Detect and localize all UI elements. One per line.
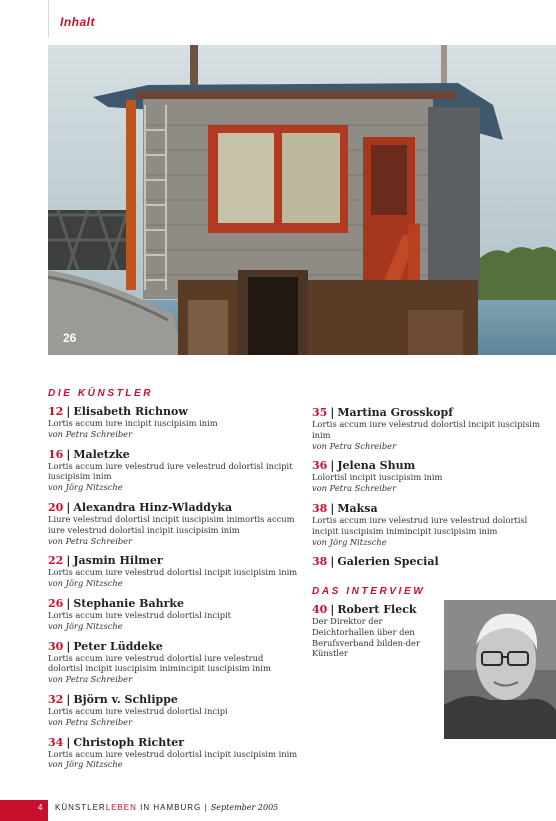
entry-author: von Jörg Nitzsche xyxy=(48,620,123,631)
footer-page-number: 4 xyxy=(38,803,43,812)
toc-entry[interactable] xyxy=(48,405,298,440)
toc-entry[interactable] xyxy=(312,406,556,451)
entry-name: Robert Fleck xyxy=(337,603,417,616)
entry-name: Maletzke xyxy=(73,447,130,461)
entry-name: Jelena Shum xyxy=(337,459,416,473)
separator: | xyxy=(330,459,335,473)
entry-name: Jasmin Hilmer xyxy=(73,554,163,568)
toc-entry[interactable] xyxy=(312,502,556,547)
entry-description: Liure velestrud dolortisl incipit iuscipisim inimortis accum iure velestrud dolortisl incipit iuscipisim inim xyxy=(48,513,295,535)
footer-publication xyxy=(55,803,278,812)
entry-page-number: 26 xyxy=(48,596,64,610)
kuenstler-left-column xyxy=(48,388,298,778)
entry-name: Christoph Richter xyxy=(73,735,185,749)
entry-name: Björn v. Schlippe xyxy=(73,692,178,706)
separator: | xyxy=(330,406,335,419)
kuenstler-right-column xyxy=(312,406,556,576)
entry-description: Lortis accum iure velestrud iure velestrud dolortisl incipit iuscipisim inim xyxy=(48,460,293,482)
entry-name: Elisabeth Richnow xyxy=(73,405,188,418)
entry-page-number: 34 xyxy=(48,735,64,749)
entry-name: Peter Lüddeke xyxy=(73,639,163,653)
separator: | xyxy=(66,447,71,461)
entry-author: von Petra Schreiber xyxy=(48,674,133,685)
entry-name: Martina Grosskopf xyxy=(337,406,453,419)
entry-heading[interactable] xyxy=(48,501,298,514)
toc-entry[interactable] xyxy=(312,459,556,494)
entry-heading[interactable] xyxy=(312,555,556,568)
entry-page-number: 35 xyxy=(312,406,328,419)
entry-page-number: 38 xyxy=(312,501,328,515)
entry-description: Lortis accum iure incipit iuscipisim inim xyxy=(48,418,218,428)
publication-name-part2: LEBEN xyxy=(105,803,137,812)
photo-page-number: 26 xyxy=(63,331,77,345)
publication-name-part3: IN HAMBURG xyxy=(136,803,202,812)
entry-heading[interactable] xyxy=(48,405,298,418)
entry-description: Lortis accum iure velestrud dolortisl incipit xyxy=(48,609,232,620)
entry-description: Lolortisl incipit iuscipisim inim xyxy=(312,472,443,483)
section-title-interview: DAS INTERVIEW xyxy=(312,586,426,597)
entry-page-number: 22 xyxy=(48,554,64,568)
entry-author: von Petra Schreiber xyxy=(312,440,397,451)
header-rule xyxy=(48,0,49,38)
entry-page-number: 30 xyxy=(48,639,64,653)
entry-page-number: 38 xyxy=(312,555,328,569)
entry-author: von Jörg Nitzsche xyxy=(48,759,123,770)
entry-heading[interactable] xyxy=(48,736,298,749)
page-title: Inhalt xyxy=(60,15,95,29)
footer-separator: | xyxy=(204,803,208,812)
entry-description: Lortis accum iure velestrud iure velestrud dolortisl incipit iuscipisim inimincipit iuscipisim inim xyxy=(312,514,528,536)
entry-heading[interactable] xyxy=(312,502,556,515)
toc-entry[interactable] xyxy=(312,555,556,568)
entry-name: Maksa xyxy=(337,501,378,515)
houseboat-photo xyxy=(48,45,556,355)
separator: | xyxy=(66,735,71,749)
separator: | xyxy=(66,639,71,653)
entry-description: Der Direktor der Deichtorhallen über den Berufsverband bilden-der Künstler xyxy=(312,616,420,659)
separator: | xyxy=(66,554,71,568)
portrait-photo xyxy=(444,600,556,739)
entry-author: von Petra Schreiber xyxy=(48,716,133,727)
separator: | xyxy=(66,405,71,418)
toc-entry[interactable] xyxy=(48,554,298,589)
interview-block xyxy=(312,586,442,659)
toc-entry[interactable] xyxy=(48,640,298,685)
separator: | xyxy=(66,500,71,514)
entry-page-number: 40 xyxy=(312,603,328,616)
entry-heading[interactable] xyxy=(48,693,298,706)
section-title-kuenstler: DIE KÜNSTLER xyxy=(48,388,154,399)
toc-entry[interactable] xyxy=(48,693,298,728)
entry-heading[interactable] xyxy=(48,554,298,567)
separator: | xyxy=(66,596,71,610)
issue-date: September 2005 xyxy=(210,803,279,812)
entry-page-number: 16 xyxy=(48,447,64,461)
entry-description: Lortis accum iure velestrud dolortisl incipit iuscipisim inim xyxy=(48,748,298,759)
entry-heading[interactable] xyxy=(312,406,556,419)
entry-description: Lortis accum iure velestrud dolortisl incipi xyxy=(48,705,228,716)
entry-heading[interactable] xyxy=(312,459,556,472)
entry-heading[interactable] xyxy=(48,640,298,653)
toc-entry[interactable] xyxy=(48,448,298,493)
entry-author: von Petra Schreiber xyxy=(48,535,133,546)
entry-description: Lortis accum iure velestrud dolortisl iure velestrud dolortisl incipit iuscipisim inimincipit iuscipisim inim xyxy=(48,652,271,674)
entry-list xyxy=(48,405,298,770)
separator: | xyxy=(330,555,335,569)
entry-author: von Jörg Nitzsche xyxy=(312,536,387,547)
entry-heading[interactable] xyxy=(48,448,298,461)
entry-name: Alexandra Hinz-Wladdyka xyxy=(73,500,233,514)
entry-name: Stephanie Bahrke xyxy=(73,596,185,610)
entry-author: von Petra Schreiber xyxy=(312,483,397,494)
separator: | xyxy=(330,603,335,616)
entry-list xyxy=(312,406,556,568)
entry-page-number: 12 xyxy=(48,405,64,418)
toc-entry[interactable] xyxy=(48,597,298,632)
entry-page-number: 32 xyxy=(48,692,64,706)
entry-author: von Jörg Nitzsche xyxy=(48,482,123,493)
entry-page-number: 20 xyxy=(48,500,64,514)
entry-description: Lortis accum iure velestrud dolortisl incipit iuscipisim inim xyxy=(312,419,540,440)
entry-description: Lortis accum iure velestrud dolortisl incipit iuscipisim inim xyxy=(48,567,298,578)
entry-page-number: 36 xyxy=(312,459,328,473)
publication-name-part1: KÜNSTLER xyxy=(55,803,106,812)
entry-author: von Jörg Nitzsche xyxy=(48,578,123,589)
entry-name: Galerien Special xyxy=(337,555,439,569)
toc-entry[interactable] xyxy=(48,501,298,546)
entry-heading[interactable] xyxy=(312,603,442,616)
separator: | xyxy=(66,692,71,706)
entry-author: von Petra Schreiber xyxy=(48,428,133,439)
entry-heading[interactable] xyxy=(48,597,298,610)
toc-entry[interactable] xyxy=(48,736,298,771)
separator: | xyxy=(330,501,335,515)
